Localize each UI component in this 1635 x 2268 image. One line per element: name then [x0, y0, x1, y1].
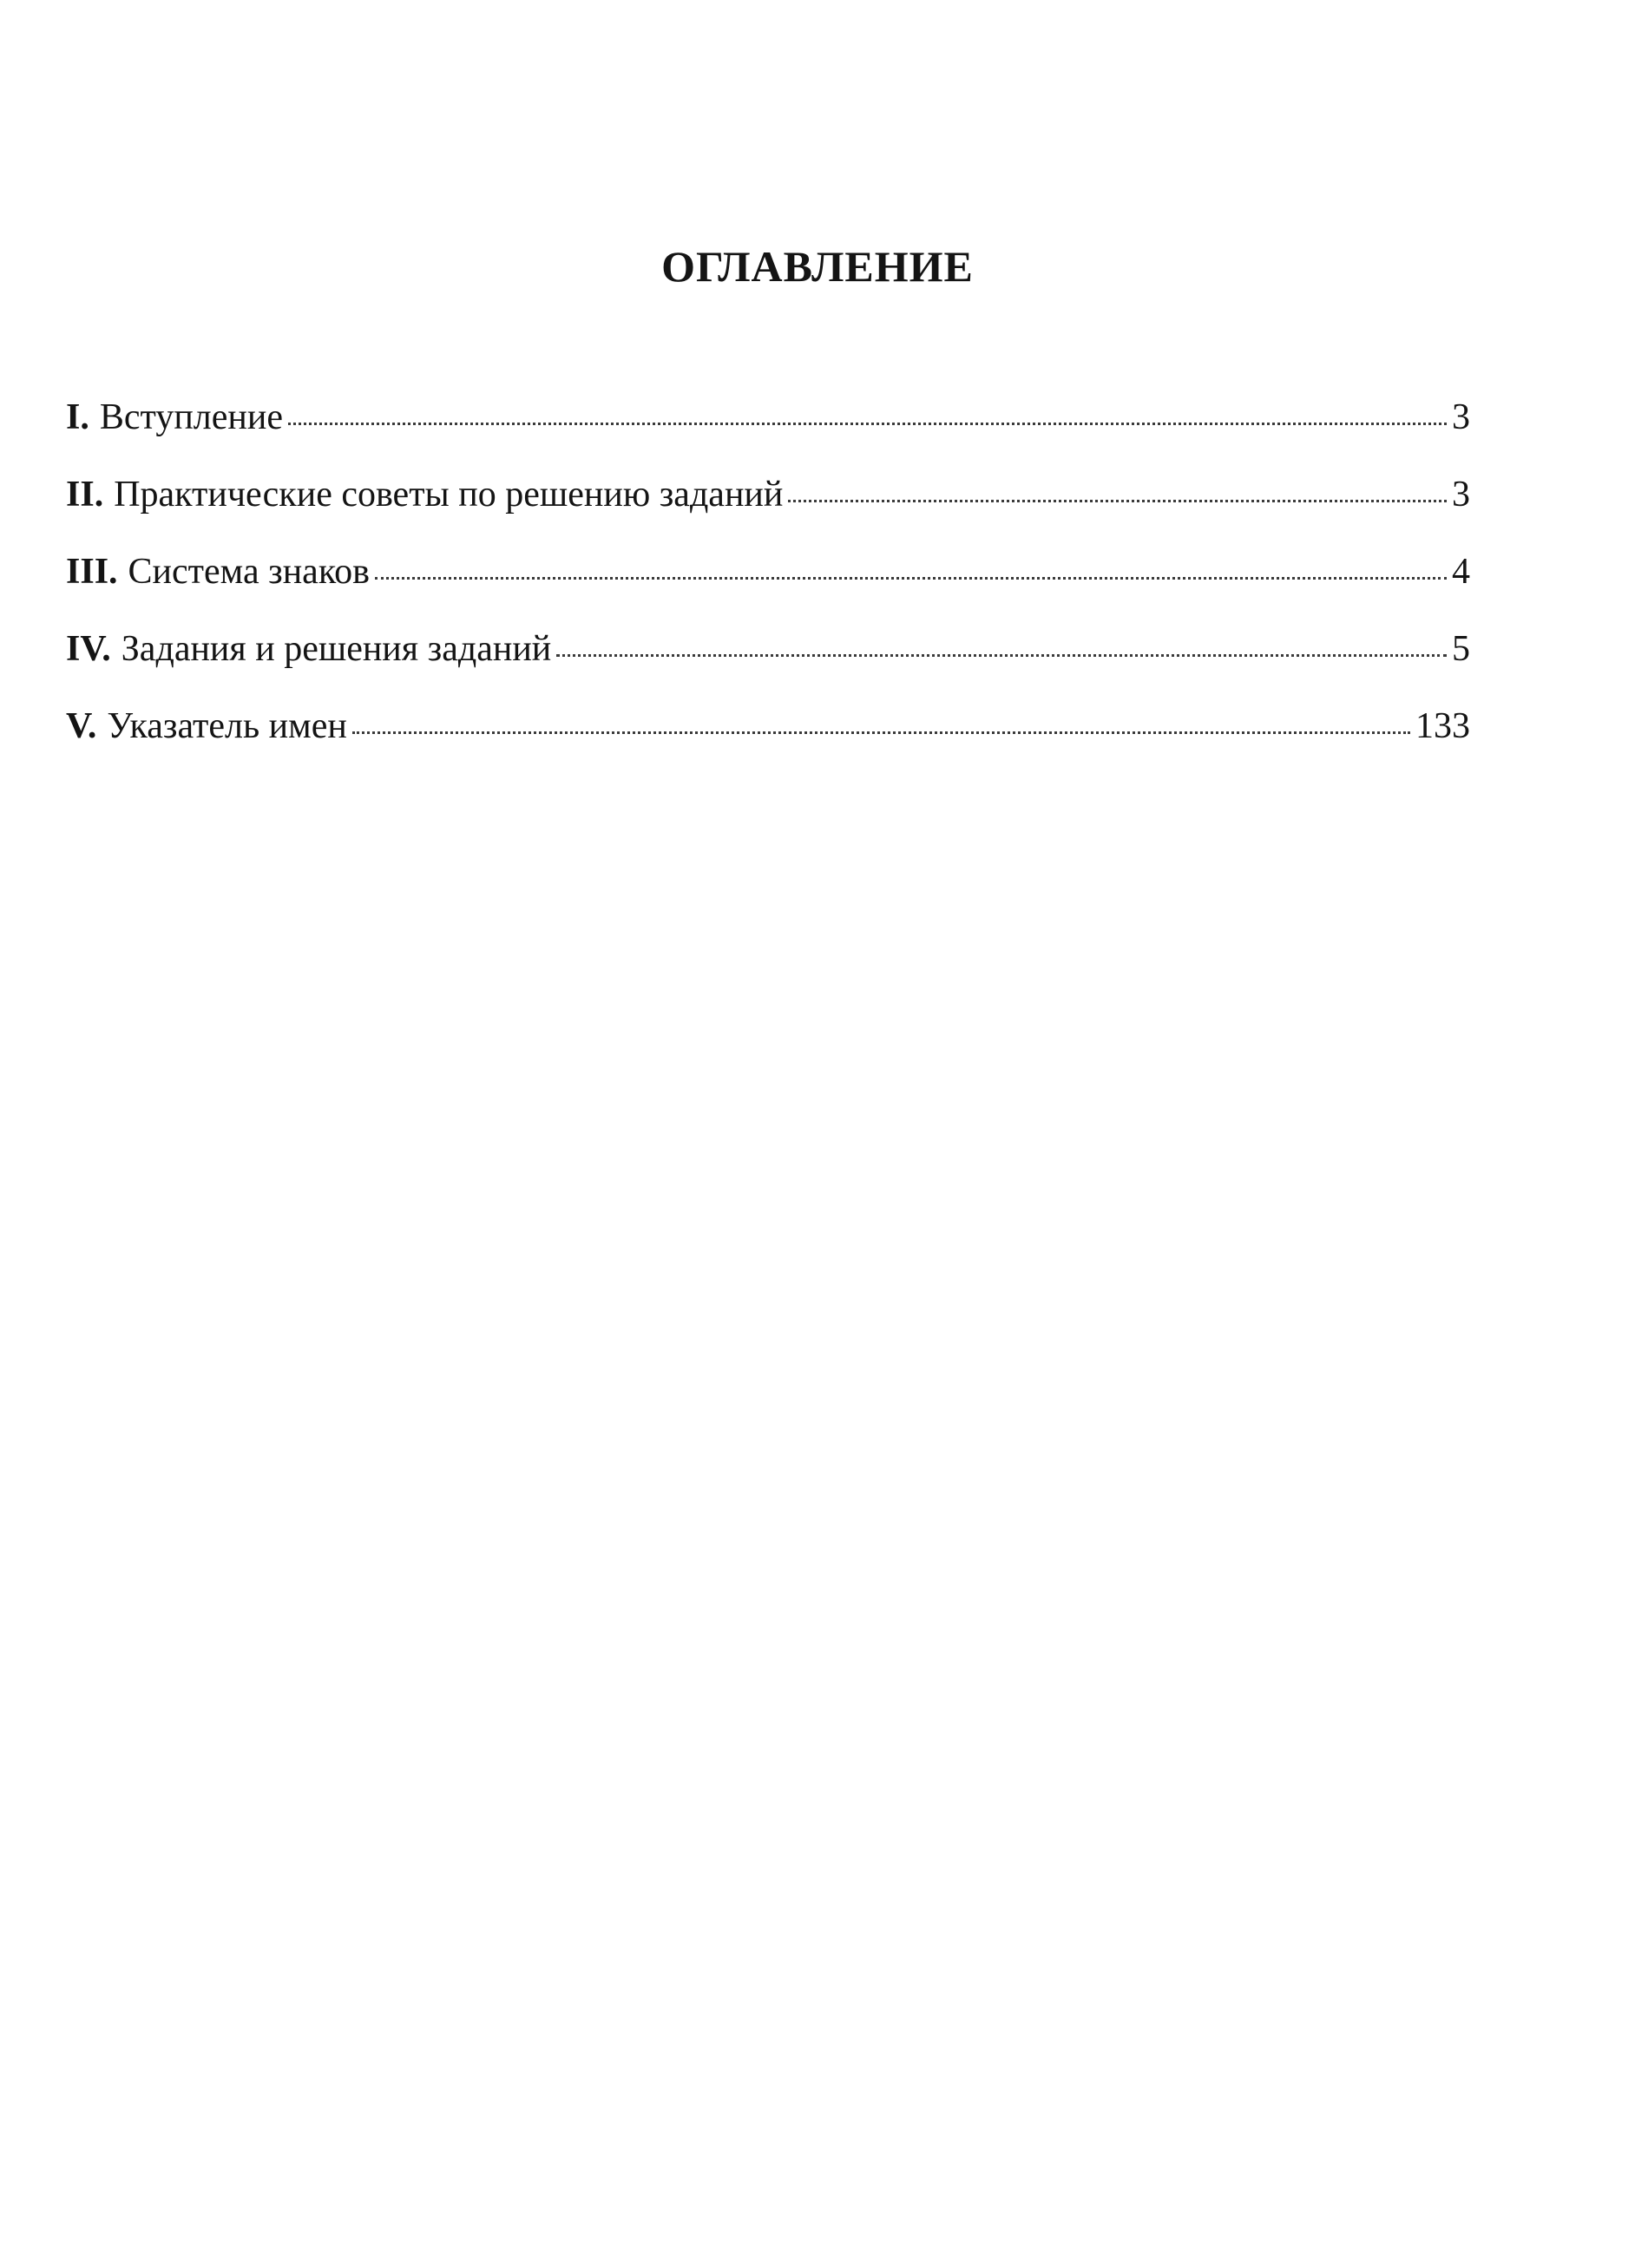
toc-entry-page: 5 — [1452, 629, 1470, 669]
dot-leader — [288, 423, 1447, 425]
dot-leader — [788, 500, 1447, 502]
toc-entry-label: Задания и решения заданий — [121, 629, 552, 669]
toc-entry-label: Практические советы по решению заданий — [114, 475, 784, 515]
toc-entry-number: I. — [66, 397, 89, 437]
toc-entry-page: 4 — [1452, 552, 1470, 592]
toc-entry-page: 3 — [1452, 397, 1470, 437]
table-of-contents — [66, 399, 1470, 785]
toc-entry-page: 3 — [1452, 475, 1470, 515]
dot-leader — [556, 654, 1447, 657]
toc-entry-label: Указатель имен — [107, 706, 347, 746]
toc-entry-introduction — [66, 399, 1470, 476]
toc-entry-number: V. — [66, 706, 97, 746]
toc-entry-number: IV. — [66, 629, 111, 669]
toc-entry-sign-system — [66, 554, 1470, 631]
toc-entry-label: Система знаков — [128, 552, 370, 592]
toc-entry-label: Вступление — [99, 397, 283, 437]
page-title: ОГЛАВЛЕНИЕ — [661, 241, 974, 291]
toc-entry-name-index — [66, 708, 1470, 785]
toc-entry-tasks-and-solutions — [66, 631, 1470, 708]
toc-entry-number: II. — [66, 475, 104, 515]
dot-leader — [375, 577, 1447, 580]
toc-entry-page: 133 — [1415, 706, 1470, 746]
toc-entry-practical-tips — [66, 476, 1470, 554]
toc-entry-number: III. — [66, 552, 118, 592]
dot-leader — [352, 731, 1410, 734]
